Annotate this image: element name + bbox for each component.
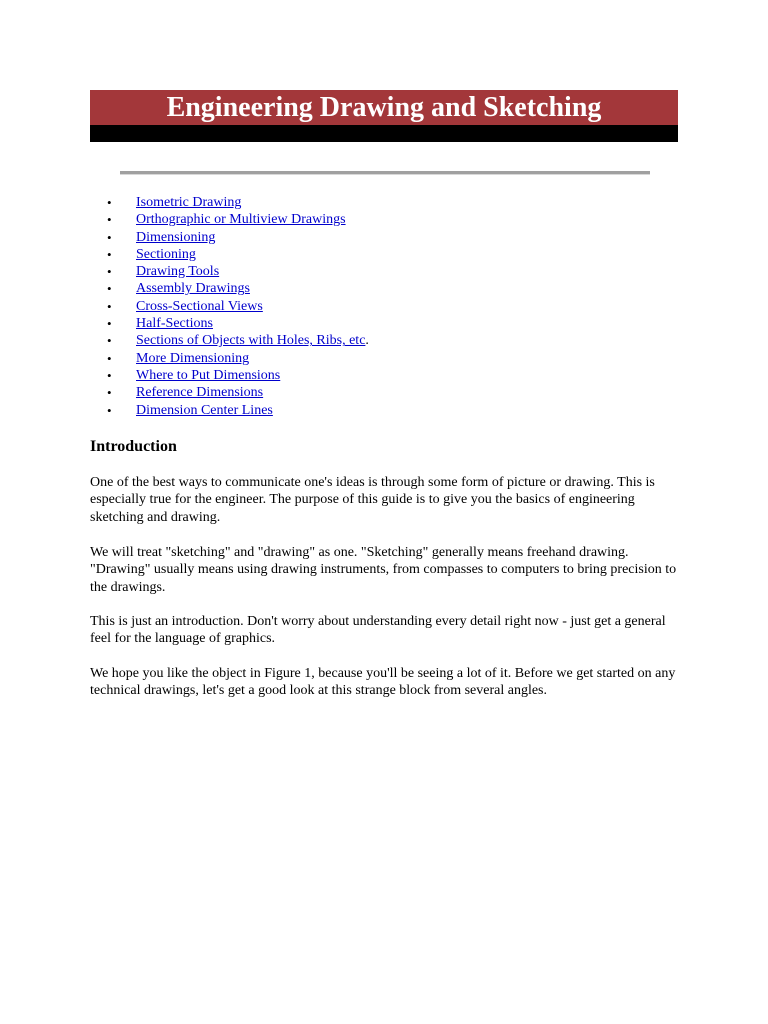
bullet-icon: • xyxy=(107,402,112,418)
toc-link-cross-sectional-views[interactable]: Cross-Sectional Views xyxy=(136,298,263,314)
toc-link-half-sections[interactable]: Half-Sections xyxy=(136,316,213,332)
bullet-icon: • xyxy=(107,229,112,245)
table-of-contents xyxy=(107,194,369,419)
toc-link-more-dimensioning[interactable]: More Dimensioning xyxy=(136,350,250,366)
bullet-icon: • xyxy=(107,246,112,262)
toc-link-sections-holes-ribs[interactable]: Sections of Objects with Holes, Ribs, etc xyxy=(136,333,366,349)
toc-item-sections-holes-ribs xyxy=(107,332,369,349)
bullet-icon: • xyxy=(107,385,112,401)
page-title: Engineering Drawing and Sketching xyxy=(166,92,602,123)
bullet-icon: • xyxy=(107,212,112,228)
intro-paragraph: We will treat "sketching" and "drawing" as one. "Sketching" generally means freehand drawing. "Drawing" usually means using drawing instruments, from compasses to computers to bring precision to the drawings. xyxy=(90,545,677,595)
bullet-icon: • xyxy=(107,298,112,314)
toc-link-sectioning[interactable]: Sectioning xyxy=(136,246,196,262)
intro-paragraph: We hope you like the object in Figure 1, because you'll be seeing a lot of it. Before we get started on any technical drawings, let's get a good look at this strange block from several angles. xyxy=(90,666,676,699)
toc-item-dimension-center-lines xyxy=(107,402,369,419)
bullet-icon: • xyxy=(107,281,112,297)
bullet-icon: • xyxy=(107,367,112,383)
title-banner-black-bar xyxy=(90,125,678,142)
bullet-icon: • xyxy=(107,316,112,332)
toc-item-more-dimensioning xyxy=(107,350,369,367)
bullet-icon: • xyxy=(107,350,112,366)
toc-item-cross-sectional-views xyxy=(107,298,369,315)
toc-link-dimensioning[interactable]: Dimensioning xyxy=(136,229,216,245)
toc-link-drawing-tools[interactable]: Drawing Tools xyxy=(136,264,220,280)
toc-link-dimension-center-lines[interactable]: Dimension Center Lines xyxy=(136,402,273,418)
toc-item-suffix: . xyxy=(365,333,369,349)
toc-link-assembly-drawings[interactable]: Assembly Drawings xyxy=(136,281,250,297)
bullet-icon: • xyxy=(107,195,112,210)
toc-link-reference-dimensions[interactable]: Reference Dimensions xyxy=(136,385,264,401)
intro-paragraph: This is just an introduction. Don't worry about understanding every detail right now - just get a general feel for the language of graphics. xyxy=(90,614,666,647)
toc-item-sectioning xyxy=(107,246,369,263)
bullet-icon: • xyxy=(107,264,112,280)
horizontal-divider xyxy=(120,171,650,175)
title-banner xyxy=(90,90,678,142)
section-heading-introduction: Introduction xyxy=(90,438,177,455)
toc-item-isometric-drawing xyxy=(107,194,369,211)
toc-link-orthographic[interactable]: Orthographic or Multiview Drawings xyxy=(136,212,346,228)
toc-link-isometric-drawing[interactable]: Isometric Drawing xyxy=(136,195,242,210)
toc-item-half-sections xyxy=(107,315,369,332)
toc-link-where-to-put-dimensions[interactable]: Where to Put Dimensions xyxy=(136,367,281,383)
bullet-icon: • xyxy=(107,333,112,349)
toc-item-dimensioning xyxy=(107,229,369,246)
intro-paragraph: One of the best ways to communicate one's ideas is through some form of picture or drawing. This is especially true for the engineer. The purpose of this guide is to give you the basics of engineering sketching and drawing. xyxy=(90,475,655,525)
toc-item-orthographic xyxy=(107,211,369,228)
toc-item-reference-dimensions xyxy=(107,384,369,401)
toc-item-assembly-drawings xyxy=(107,280,369,297)
toc-item-where-to-put-dimensions xyxy=(107,367,369,384)
toc-item-drawing-tools xyxy=(107,263,369,280)
